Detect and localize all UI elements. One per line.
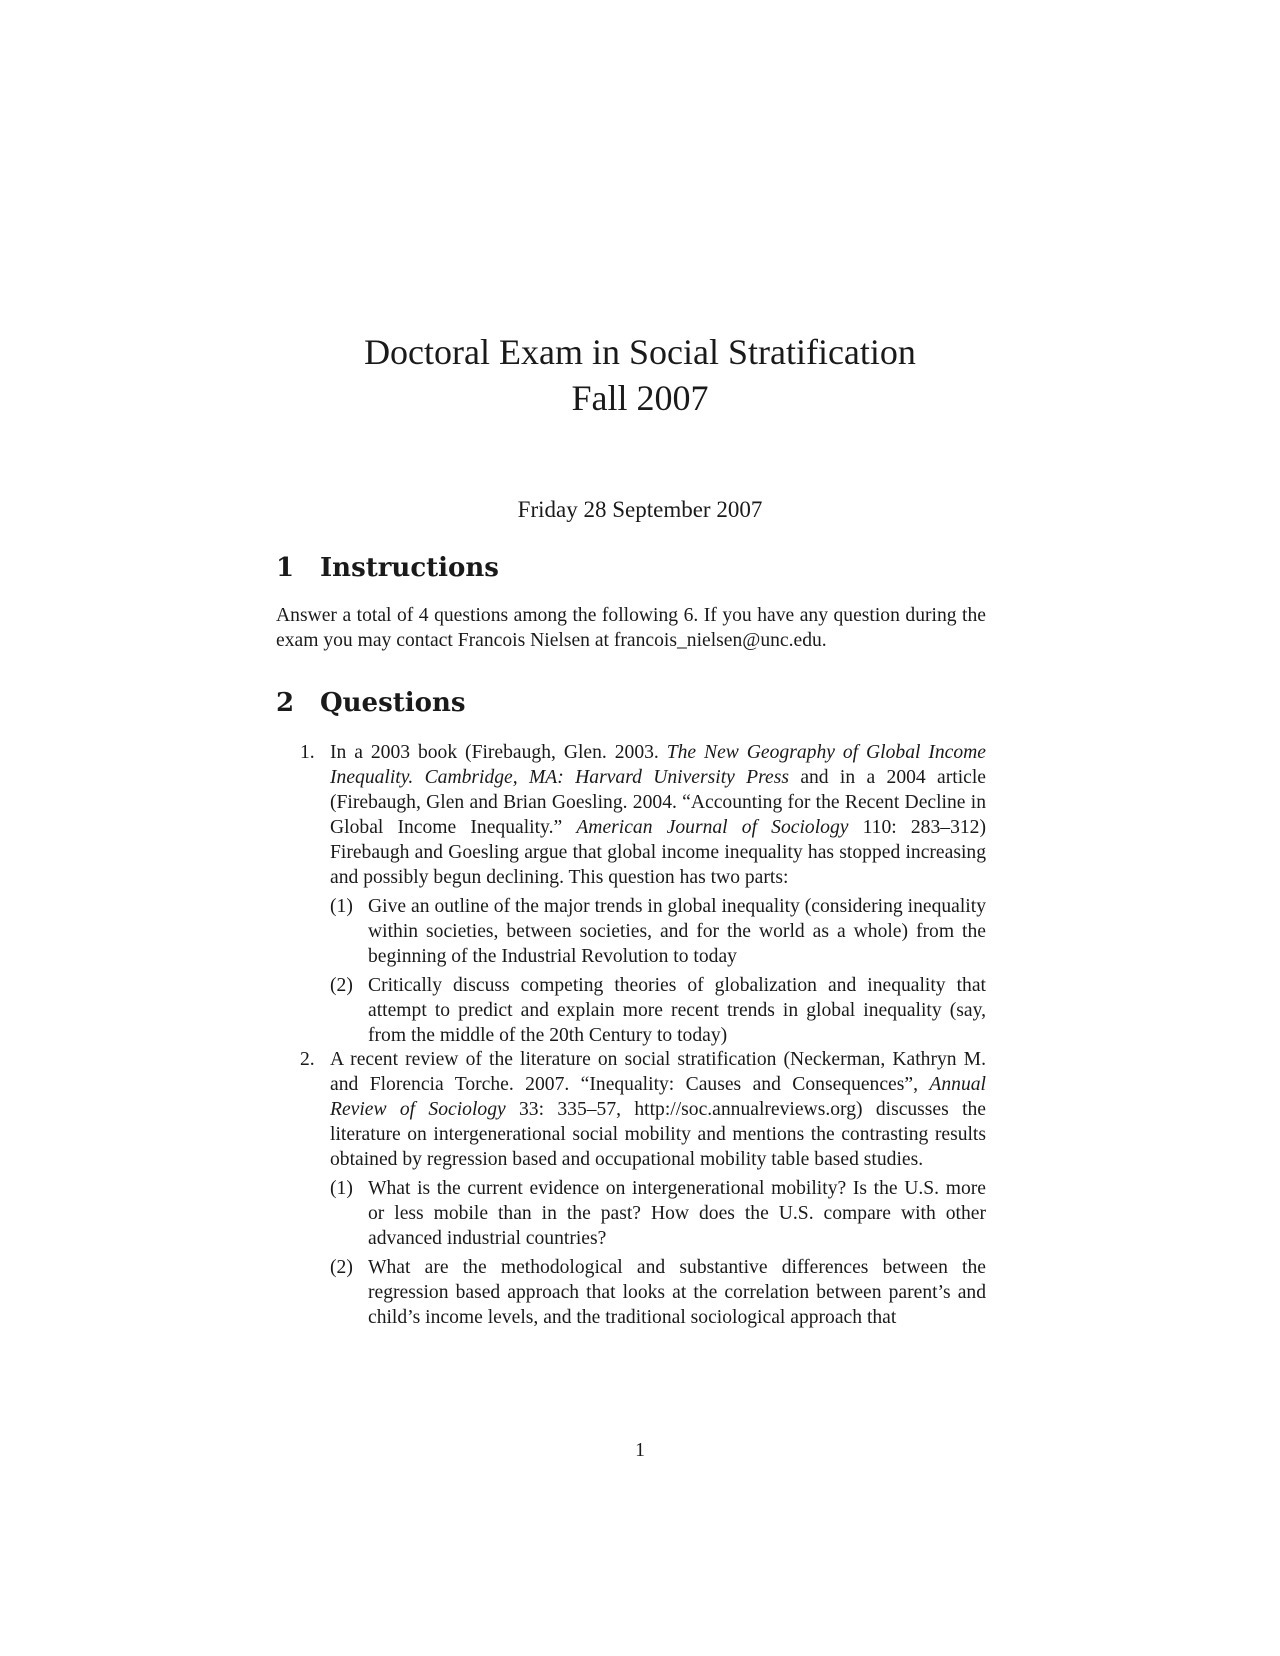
subquestion-label: (2) <box>330 975 353 996</box>
question-text-part: 33: 335–57, http://soc.annualreviews.org) discusses the literature on intergenerational social mobility and mentions the contrasting results obtained by regression based and occupational mobility table based studies. <box>330 1099 987 1170</box>
page-number: 1 <box>635 1440 645 1461</box>
section-number: 1 <box>276 553 295 583</box>
journal-title: Annual Review of Sociology <box>330 1074 986 1120</box>
instructions-paragraph: Answer a total of 4 questions among the following 6. If you have any question during the exam you may contact Francois Nielsen at francois_nielsen@unc.edu. <box>276 605 986 651</box>
subquestion-label: (1) <box>330 1178 353 1199</box>
question-text-part: In a 2003 book (Firebaugh, Glen. 2003. <box>330 742 667 763</box>
subquestion <box>330 973 986 1048</box>
question-number: 1. <box>300 742 315 763</box>
title-line-2: Fall 2007 <box>571 378 709 418</box>
subquestion-label: (2) <box>330 1257 353 1278</box>
question-text-part: and in a 2004 article (Firebaugh, Glen and Brian Goesling. 2004. “Accounting for the Recent Decline in Global Income Inequality.” <box>330 767 986 838</box>
subquestion-label: (1) <box>330 896 353 917</box>
subquestion <box>330 1176 986 1251</box>
section-title: Instructions <box>320 553 499 583</box>
question-1 <box>300 740 986 1048</box>
subquestion-text: Critically discuss competing theories of globalization and inequality that attempt to predict and explain more recent trends in global inequality (say, from the middle of the 20th Century to today) <box>368 975 986 1046</box>
section-title: Questions <box>320 688 466 718</box>
section-heading-instructions <box>276 553 499 583</box>
subquestion <box>330 1255 986 1330</box>
question-number: 2. <box>300 1049 315 1070</box>
subquestion-text: What is the current evidence on intergenerational mobility? Is the U.S. more or less mobile than in the past? How does the U.S. compare with other advanced industrial countries? <box>368 1178 986 1249</box>
question-2 <box>300 1047 986 1330</box>
book-title: The New Geography of Global Income Inequality. Cambridge, MA: Harvard University Press <box>330 742 987 788</box>
question-text-part: A recent review of the literature on social stratification (Neckerman, Kathryn M. and Florencia Torche. 2007. “Inequality: Causes and Consequences”, <box>330 1049 986 1095</box>
question-text <box>330 740 986 890</box>
journal-title: American Journal of Sociology <box>576 817 849 838</box>
question-text-part: 110: 283–312) Firebaugh and Goesling argue that global income inequality has stopped increasing and possibly begun declining. This question has two parts: <box>330 817 986 888</box>
document-title <box>0 329 1280 421</box>
title-line-1: Doctoral Exam in Social Stratification <box>364 332 916 372</box>
subquestion <box>330 894 986 969</box>
section-number: 2 <box>276 688 295 718</box>
subquestion-text: What are the methodological and substantive differences between the regression based approach that looks at the correlation between parent’s and child’s income levels, and the traditional sociological approach that <box>368 1257 986 1328</box>
section-heading-questions <box>276 688 466 718</box>
document-date: Friday 28 September 2007 <box>517 497 763 522</box>
subquestion-text: Give an outline of the major trends in global inequality (considering inequality within societies, between societies, and for the world as a whole) from the beginning of the Industrial Revolution to today <box>368 896 986 967</box>
question-text <box>330 1047 986 1172</box>
